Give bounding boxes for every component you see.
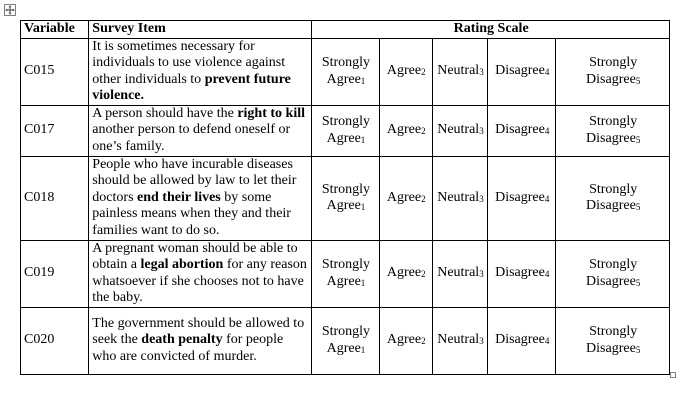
rating-option-qualifier: Strongly (321, 257, 371, 272)
item-text: another person to defend oneself or one’s family. (92, 122, 291, 154)
item-emphasis-text: right to kill (237, 105, 305, 121)
rating-option-2 (379, 105, 432, 156)
variable-cell: C015 (21, 38, 89, 105)
rating-option-label: Disagree (495, 122, 545, 138)
rating-option-label: Neutral (437, 189, 480, 205)
rating-option-label: Agree (326, 198, 361, 213)
rating-option-label: Disagree (495, 189, 545, 205)
item-text: It is sometimes necessary for individuals to use violence against other individuals to (92, 38, 286, 87)
rating-option-number: 2 (421, 126, 426, 137)
rating-option-4 (488, 156, 556, 240)
rating-option-number: 5 (635, 277, 641, 288)
rating-option-label: Disagree (495, 265, 545, 281)
item-emphasis-text: legal abortion (140, 257, 224, 272)
item-text: A pregnant woman should be able to obtain a (92, 240, 298, 272)
rating-option-label: Agree (386, 332, 422, 348)
item-emphasis-text: prevent future violence. (92, 71, 291, 103)
rating-option-2 (379, 156, 432, 240)
rating-option-label: Neutral (437, 63, 480, 79)
rating-option-label: Disagree (586, 130, 636, 146)
rating-option-label: Agree (386, 265, 422, 281)
header-rating-scale: Rating Scale (312, 21, 670, 39)
rating-option-5 (556, 38, 670, 105)
rating-option-1 (312, 240, 379, 307)
rating-option-1 (312, 307, 379, 374)
variable-cell: C019 (21, 240, 89, 307)
rating-option-5 (556, 240, 670, 307)
rating-option-qualifier: Strongly (589, 55, 638, 70)
rating-option-number: 3 (479, 193, 484, 204)
rating-option-label: Agree (386, 122, 422, 138)
table-row (21, 105, 670, 156)
rating-option-number: 4 (544, 269, 550, 280)
rating-option-qualifier: Strongly (589, 181, 638, 197)
item-text: A person should have the (92, 105, 238, 121)
item-text: The government should be allowed to seek the (92, 315, 305, 348)
survey-table (20, 20, 670, 375)
header-survey-item: Survey Item (89, 21, 312, 39)
survey-item-cell (89, 240, 312, 307)
rating-option-number: 4 (544, 126, 550, 137)
rating-option-qualifier: Strongly (321, 114, 371, 129)
rating-option-number: 1 (360, 134, 366, 145)
header-variable: Variable (21, 21, 89, 39)
table-move-handle-icon[interactable] (4, 4, 16, 16)
item-text: for any reason whatsoever if she chooses not to have the baby. (92, 257, 307, 305)
rating-option-label: Agree (386, 189, 422, 205)
item-emphasis-text: death penalty (141, 332, 223, 348)
rating-option-number: 4 (544, 67, 550, 78)
rating-option-label: Agree (326, 273, 361, 289)
rating-option-qualifier: Strongly (321, 324, 371, 339)
rating-option-number: 1 (360, 75, 366, 86)
rating-option-label: Neutral (437, 265, 480, 281)
variable-cell: C017 (21, 105, 89, 156)
rating-option-number: 2 (421, 193, 426, 204)
rating-option-label: Agree (326, 71, 361, 87)
rating-option-3 (432, 240, 487, 307)
rating-option-number: 5 (635, 75, 641, 86)
rating-option-4 (488, 38, 556, 105)
rating-option-label: Agree (386, 63, 422, 79)
rating-option-number: 4 (544, 336, 550, 347)
rating-option-2 (379, 38, 432, 105)
rating-option-qualifier: Strongly (589, 114, 638, 129)
rating-option-3 (432, 38, 487, 105)
rating-option-1 (312, 105, 379, 156)
table-row (21, 38, 670, 105)
survey-item-cell (89, 307, 312, 374)
rating-option-number: 3 (479, 269, 484, 280)
item-text: for people who are convicted of murder. (92, 332, 284, 364)
rating-option-1 (312, 38, 379, 105)
rating-option-number: 5 (635, 344, 641, 355)
rating-option-number: 1 (360, 344, 366, 355)
rating-option-number: 2 (421, 67, 426, 78)
rating-option-5 (556, 156, 670, 240)
table-row (21, 240, 670, 307)
rating-option-number: 4 (544, 193, 550, 204)
four-way-arrow-icon (5, 5, 15, 15)
rating-option-qualifier: Strongly (589, 324, 638, 339)
rating-option-3 (432, 105, 487, 156)
rating-option-label: Neutral (437, 122, 480, 138)
table-row (21, 156, 670, 240)
rating-option-label: Agree (326, 340, 361, 356)
rating-option-number: 5 (635, 134, 641, 145)
rating-option-4 (488, 105, 556, 156)
table-row (21, 307, 670, 374)
survey-item-cell (89, 105, 312, 156)
rating-option-qualifier: Strongly (589, 257, 638, 272)
rating-option-number: 3 (479, 126, 484, 137)
rating-option-2 (379, 307, 432, 374)
table-resize-handle[interactable] (670, 372, 676, 378)
item-text: People who have incurable diseases should be allowed by law to let their doctors (92, 156, 297, 205)
variable-cell: C018 (21, 156, 89, 240)
rating-option-1 (312, 156, 379, 240)
rating-option-4 (488, 240, 556, 307)
header-row (21, 21, 670, 39)
survey-item-cell (89, 38, 312, 105)
rating-option-label: Disagree (586, 273, 636, 289)
rating-option-label: Disagree (586, 340, 636, 356)
survey-item-cell (89, 156, 312, 240)
rating-option-label: Disagree (586, 71, 636, 87)
rating-option-label: Disagree (495, 332, 545, 348)
variable-cell: C020 (21, 307, 89, 374)
rating-option-label: Neutral (437, 332, 480, 348)
rating-option-label: Agree (326, 130, 361, 146)
item-emphasis-text: end their lives (137, 189, 221, 205)
rating-option-5 (556, 105, 670, 156)
rating-option-label: Disagree (495, 63, 545, 79)
rating-option-3 (432, 156, 487, 240)
rating-option-4 (488, 307, 556, 374)
rating-option-5 (556, 307, 670, 374)
rating-option-number: 2 (421, 336, 426, 347)
rating-option-number: 1 (360, 277, 366, 288)
rating-option-qualifier: Strongly (321, 55, 371, 70)
rating-option-label: Disagree (586, 198, 636, 213)
rating-option-2 (379, 240, 432, 307)
rating-option-number: 3 (479, 336, 484, 347)
item-text: by some painless means when they and their families want to do so. (92, 189, 291, 238)
rating-option-qualifier: Strongly (321, 181, 371, 197)
rating-option-number: 5 (635, 202, 641, 212)
rating-option-number: 2 (421, 269, 426, 280)
rating-option-number: 3 (479, 67, 484, 78)
table-body (21, 38, 670, 374)
rating-option-number: 1 (360, 202, 366, 212)
rating-option-3 (432, 307, 487, 374)
